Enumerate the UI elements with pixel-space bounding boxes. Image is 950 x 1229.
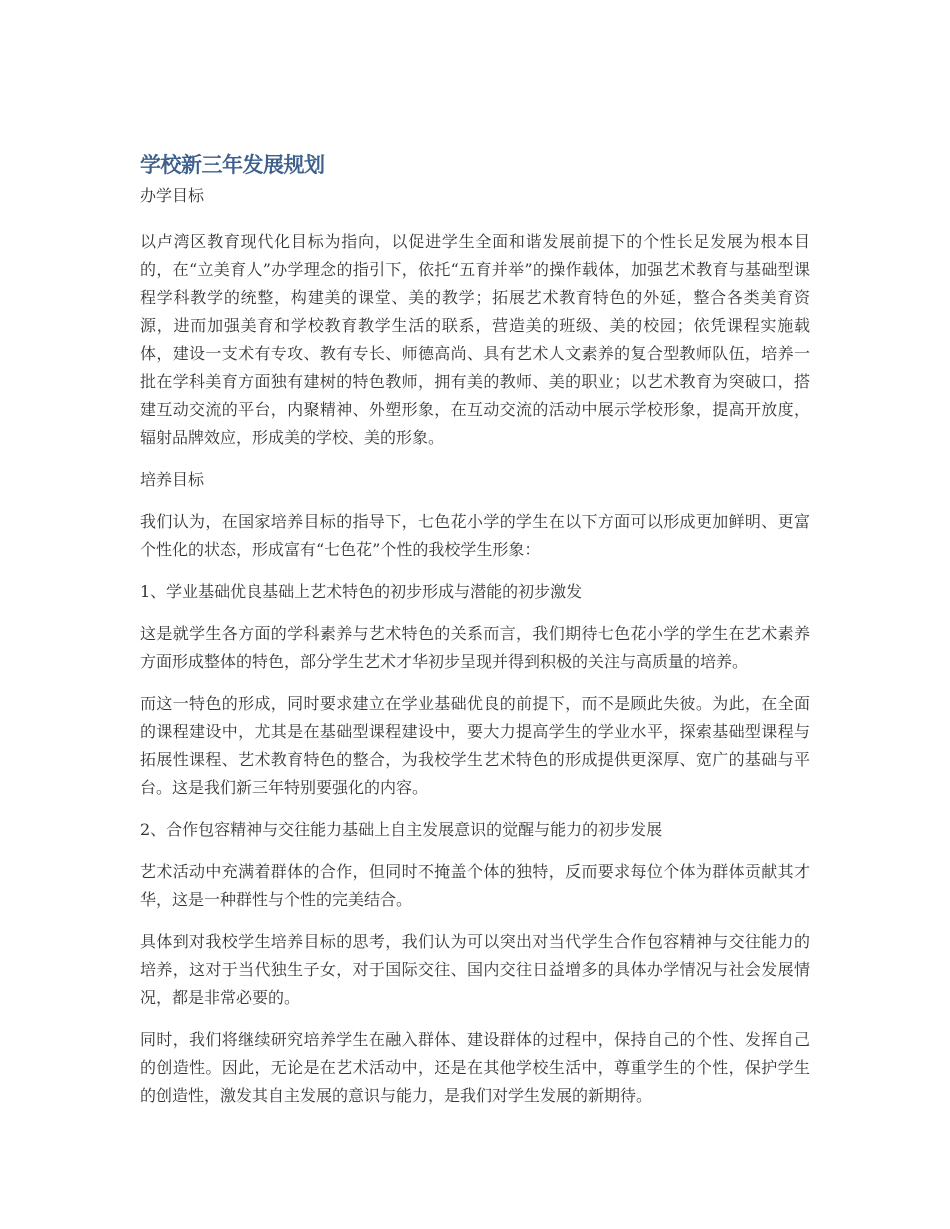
paragraph-1b: 而这一特色的形成，同时要求建立在学业基础优良的前提下，而不是顾此失彼。为此，在全面的课程建设中，尤其是在基础型课程建设中，要大力提高学生的学业水平，探索基础型课程与拓展性课程、艺术教育特色的整合，为我校学生艺术特色的形成提供更深厚、宽广的基础与平台。这是我们新三年特别要强化的内容。	[140, 694, 810, 797]
paragraph-1a: 这是就学生各方面的学科素养与艺术特色的关系而言，我们期待七色花小学的学生在艺术素养方面形成整体的特色，部分学生艺术才华初步呈现并得到积极的关注与高质量的培养。	[140, 624, 810, 671]
document-page	[140, 148, 810, 1110]
paragraph-2c: 同时，我们将继续研究培养学生在融入群体、建设群体的过程中，保持自己的个性、发挥自己的创造性。因此，无论是在艺术活动中，还是在其他学校生活中，尊重学生的个性，保护学生的创造性，激发其自主发展的意识与能力，是我们对学生发展的新期待。	[140, 1030, 810, 1105]
paragraph-school-goals: 以卢湾区教育现代化目标为指向，以促进学生全面和谐发展前提下的个性长足发展为根本目的，在“立美育人”办学理念的指引下，依托“五育并举”的操作载体，加强艺术教育与基础型课程学科教学的统整，构建美的课堂、美的教学；拓展艺术教育特色的外延，整合各类美育资源，进而加强美育和学校教育教学生活的联系，营造美的班级、美的校园；依凭课程实施载体，建设一支术有专攻、教有专长、师德高尚、具有艺术人文素养的复合型教师队伍，培养一批在学科美育方面独有建树的特色教师，拥有美的教师、美的职业；以艺术教育为突破口，搭建互动交流的平台，内聚精神、外塑形象，在互动交流的活动中展示学校形象，提高开放度，辐射品牌效应，形成美的学校、美的形象。	[140, 232, 810, 447]
subheading-2: 2、合作包容精神与交往能力基础上自主发展意识的觉醒与能力的初步发展	[140, 820, 663, 839]
paragraph-2b: 具体到对我校学生培养目标的思考，我们认为可以突出对当代学生合作包容精神与交往能力的培养，这对于当代独生子女，对于国际交往、国内交往日益增多的具体办学情况与社会发展情况，都是非常必要的。	[140, 932, 810, 1007]
paragraph-2a: 艺术活动中充满着群体的合作，但同时不掩盖个体的独特，反而要求每位个体为群体贡献其才华，这是一种群性与个性的完美结合。	[140, 862, 810, 909]
subheading-1: 1、学业基础优良基础上艺术特色的初步形成与潜能的初步激发	[140, 582, 583, 601]
paragraph-training-intro: 我们认为，在国家培养目标的指导下，七色花小学的学生在以下方面可以形成更加鲜明、更富个性化的状态，形成富有“七色花”个性的我校学生形象：	[140, 512, 810, 559]
section-heading-school-goals: 办学目标	[140, 186, 205, 205]
document-title: 学校新三年发展规划	[140, 153, 325, 177]
section-heading-training-goals: 培养目标	[140, 470, 205, 489]
